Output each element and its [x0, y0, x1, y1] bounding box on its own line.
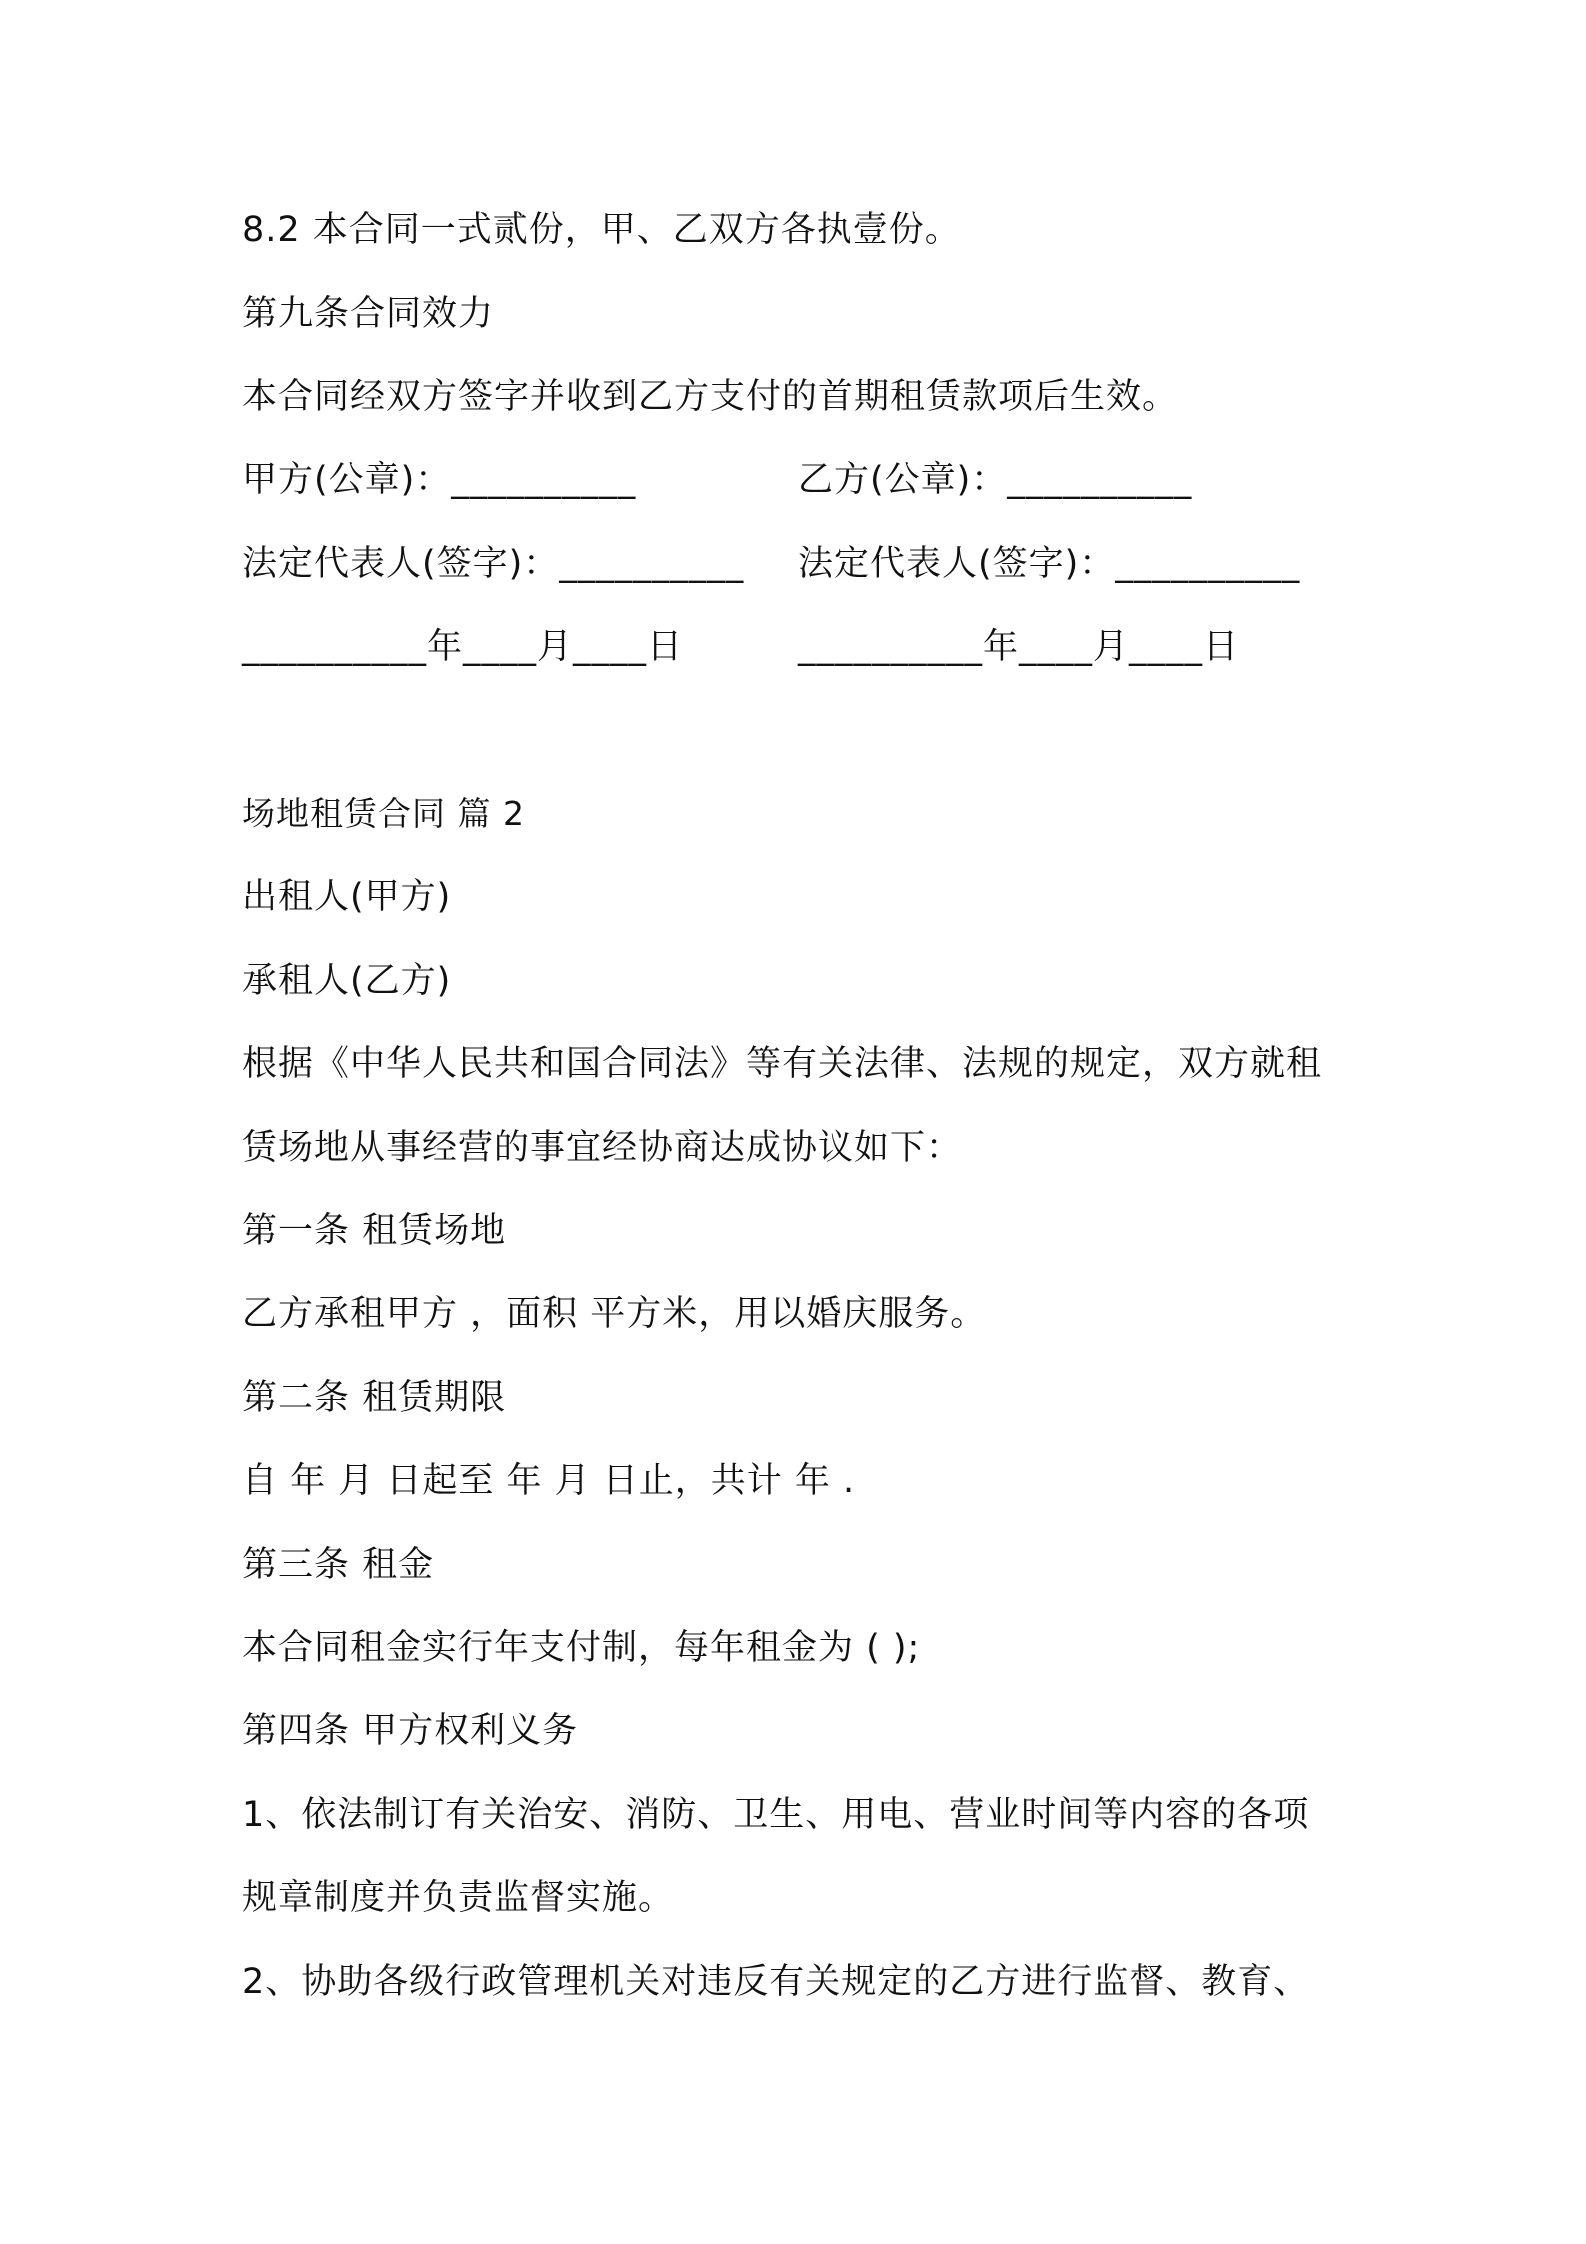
- article-9-title: 第九条合同效力: [242, 294, 495, 334]
- article-3-body: 本合同租金实行年支付制，每年租金为 ( );: [242, 1628, 921, 1668]
- article-1-body: 乙方承租甲方 ，面积 平方米，用以婚庆服务。: [242, 1294, 987, 1334]
- clause-8-2: 8.2 本合同一式贰份，甲、乙双方各执壹份。: [242, 210, 961, 250]
- article-2-title: 第二条 租赁期限: [242, 1378, 507, 1418]
- lessee-label: 承租人(乙方): [242, 961, 452, 1001]
- article-4-item-2-line-1: 2、协助各级行政管理机关对违反有关规定的乙方进行监督、教育、: [242, 1962, 1310, 2002]
- article-4-title: 第四条 甲方权利义务: [242, 1711, 579, 1751]
- party-a-seal: 甲方(公章)：__________: [242, 460, 637, 500]
- party-a-date: __________年____月____日: [242, 627, 684, 667]
- article-2-body: 自 年 月 日起至 年 月 日止，共计 年 .: [242, 1461, 856, 1501]
- preamble-line-2: 赁场地从事经营的事宜经协商达成协议如下：: [242, 1128, 963, 1168]
- article-1-title: 第一条 租赁场地: [242, 1211, 507, 1251]
- article-4-item-1-line-2: 规章制度并负责监督实施。: [242, 1878, 675, 1918]
- party-b-representative: 法定代表人(签字)：__________: [798, 544, 1301, 584]
- preamble-line-1: 根据《中华人民共和国合同法》等有关法律、法规的规定，双方就租: [242, 1044, 1323, 1084]
- lessor-label: 出租人(甲方): [242, 877, 452, 917]
- article-9-body: 本合同经双方签字并收到乙方支付的首期租赁款项后生效。: [242, 377, 1179, 417]
- party-a-representative: 法定代表人(签字)：__________: [242, 544, 745, 584]
- party-b-date: __________年____月____日: [798, 627, 1240, 667]
- article-4-item-1-line-1: 1、依法制订有关治安、消防、卫生、用电、营业时间等内容的各项: [242, 1795, 1310, 1835]
- party-b-seal: 乙方(公章)：__________: [798, 460, 1193, 500]
- contract-2-title: 场地租赁合同 篇 2: [242, 794, 525, 833]
- article-3-title: 第三条 租金: [242, 1545, 435, 1585]
